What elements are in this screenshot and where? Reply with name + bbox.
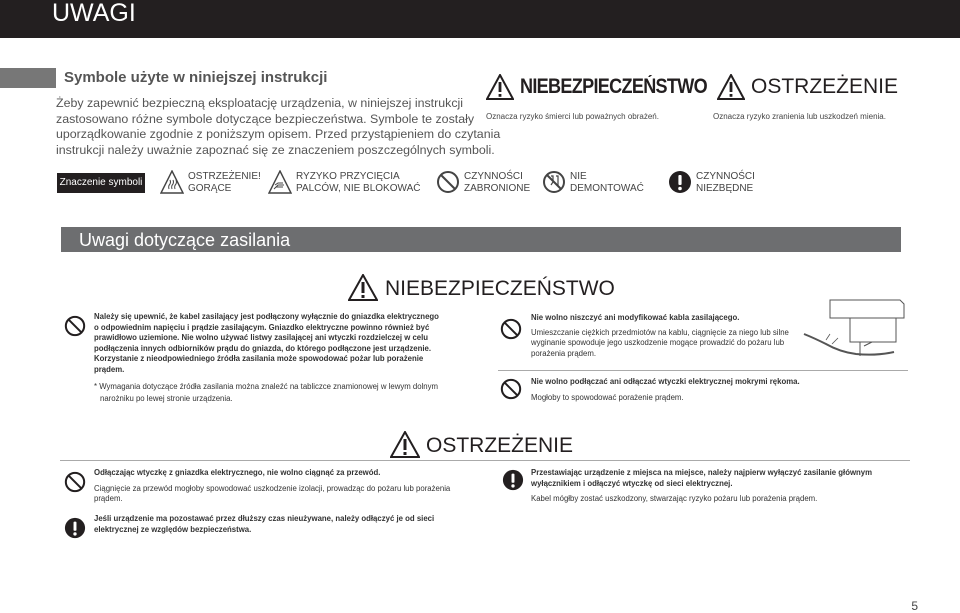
page-number: 5 [911, 599, 918, 613]
power-left-line: Należy się upewnić, że kabel zasilający jest podłączony wyłącznie do gniazdka elektrycznego [94, 312, 439, 321]
power-note-line: narożniku po lewej stronie urządzenia. [100, 394, 233, 404]
symbol-label-line: PALCÓW, NIE BLOKOWAĆ [296, 183, 421, 194]
power-left-line: podłączenia innych odbiorników prądu do gniazda, do którego podłączone jest urządzenie. [94, 343, 432, 353]
power-right-bold: Nie wolno niszczyć ani modyfikować kabla zasilającego. [531, 313, 740, 322]
page-title: UWAGI [52, 0, 136, 27]
power-section-band [61, 227, 901, 252]
warning-triangle-icon [717, 74, 745, 100]
warning-left-line: prądem. [94, 494, 123, 504]
mandatory-icon [502, 469, 524, 491]
warning-section-title: OSTRZEŻENIE [426, 434, 574, 457]
prohibited-icon [64, 315, 86, 337]
warning-left-text-1 [94, 468, 484, 505]
intro-paragraph [56, 96, 501, 158]
divider [60, 460, 910, 461]
no-disassembly-icon [542, 170, 566, 194]
power-danger-title: NIEBEZPIECZEŃSTWO [385, 277, 615, 300]
power-right-line: porażenia prądem. [531, 348, 597, 358]
symbol-label [296, 171, 436, 195]
warning-triangle-icon [390, 431, 420, 458]
warning-right-bold: Przestawiając urządzenie z miejsca na miejsce, należy najpierw wyłączyć zasilanie głównym [531, 468, 873, 477]
mandatory-icon [668, 170, 692, 194]
power-right-text-1 [531, 313, 811, 359]
power-left-line: o odpowiednim napięciu i prądzie zasilającym. Gniazdko elektryczne powinno również być [94, 322, 430, 332]
prohibited-icon [64, 471, 86, 493]
power-left-text [94, 312, 474, 405]
symbol-label-line: CZYNNOŚCI [464, 171, 523, 182]
power-note-line: * Wymagania dotyczące źródła zasilania można znaleźć na tabliczce znamionowej w lewym dolnym [94, 381, 439, 391]
power-right-bold: Nie wolno podłączać ani odłączać wtyczki elektrycznej mokrymi rękoma. [531, 377, 800, 386]
warning-description: Oznacza ryzyko zranienia lub uszkodzeń mienia. [713, 112, 886, 121]
symbols-heading-text: Symbole użyte w niniejszej instrukcji [64, 69, 328, 86]
power-left-line: prądem. [94, 364, 125, 374]
prohibited-icon [500, 318, 522, 340]
power-left-line: prawidłowo uziemione. Nie wolno używać listwy zasilającej ani wtyczki rozdzielczej w celu [94, 333, 429, 343]
danger-title: NIEBEZPIECZEŃSTWO [520, 75, 707, 98]
mandatory-icon [64, 517, 86, 539]
intro-line: zastosowano różne symbole dotyczące bezpieczeństwa. Symbole te zostały [56, 111, 475, 126]
symbols-meaning-label: Znaczenie symboli [57, 173, 145, 193]
power-section-title: Uwagi dotyczące zasilania [79, 230, 291, 250]
symbol-label [696, 171, 836, 195]
intro-line: instrukcji należy uważnie zapoznać się ze znaczeniem poszczególnych symboli. [56, 142, 495, 157]
prohibited-icon [436, 170, 460, 194]
warning-triangle-icon [486, 74, 514, 100]
symbol-label-line: DEMONTOWAĆ [570, 183, 644, 194]
danger-description: Oznacza ryzyko śmierci lub poważnych obrażeń. [486, 112, 659, 121]
symbol-label-line: RYZYKO PRZYCIĘCIA [296, 171, 400, 182]
symbol-label-line: CZYNNOŚCI [696, 171, 755, 182]
power-right-line: Mogłoby to spowodować porażenie prądem. [531, 392, 684, 402]
warning-title: OSTRZEŻENIE [751, 75, 899, 98]
symbol-label-line: GORĄCE [188, 183, 232, 194]
power-right-line: wyginanie spowoduje jego uszkodzenie mogące prowadzić do pożaru lub [531, 338, 785, 348]
warning-left-bold: elektrycznej ze względów bezpieczeństwa. [94, 524, 252, 534]
warning-right-bold: wyłącznikiem i odłączyć wtyczkę od sieci elektrycznej. [531, 478, 733, 488]
hot-warning-icon [160, 170, 184, 194]
damaged-cable-illustration [800, 298, 908, 370]
power-right-text-2 [531, 377, 831, 403]
warning-left-line: Ciągnięcie za przewód mogłoby spowodować uszkodzenie izolacji, prowadząc do pożaru lub porażenia [94, 483, 451, 493]
intro-line: Żeby zapewnić bezpieczną eksploatację urządzenia, w niniejszej instrukcji [56, 96, 464, 110]
power-right-line: Umieszczanie ciężkich przedmiotów na kablu, ciągnięcie za niego lub silne [531, 327, 789, 337]
heading-marker [0, 68, 56, 88]
divider [498, 370, 908, 371]
header-bar [0, 0, 960, 38]
symbol-label-line: NIEZBĘDNE [696, 183, 754, 194]
warning-left-bold: Odłączając wtyczkę z gniazdka elektrycznego, nie wolno ciągnąć za przewód. [94, 468, 381, 477]
intro-line: uporządkowanie zgodnie z poniższym opisem. Przed przystąpieniem do czytania [56, 127, 501, 142]
power-left-line: Korzystanie z nieodpowiedniego źródła zasilania może spowodować pożar lub porażenie [94, 354, 424, 364]
warning-right-text-1 [531, 468, 911, 505]
warning-triangle-icon [348, 274, 378, 301]
pinch-warning-icon [268, 170, 292, 194]
prohibited-icon [500, 378, 522, 400]
warning-left-text-2 [94, 514, 484, 535]
warning-right-line: Kabel mógłby zostać uszkodzony, stwarzając ryzyko pożaru lub porażenia prądem. [531, 494, 818, 504]
symbol-label-line: NIE [570, 171, 587, 182]
symbol-label-line: OSTRZEŻENIE! [188, 171, 261, 182]
warning-left-bold: Jeśli urządzenie ma pozostawać przez dłuższy czas nieużywane, należy odłączyć je od sieci [94, 514, 435, 523]
symbol-label-line: ZABRONIONE [464, 183, 531, 194]
